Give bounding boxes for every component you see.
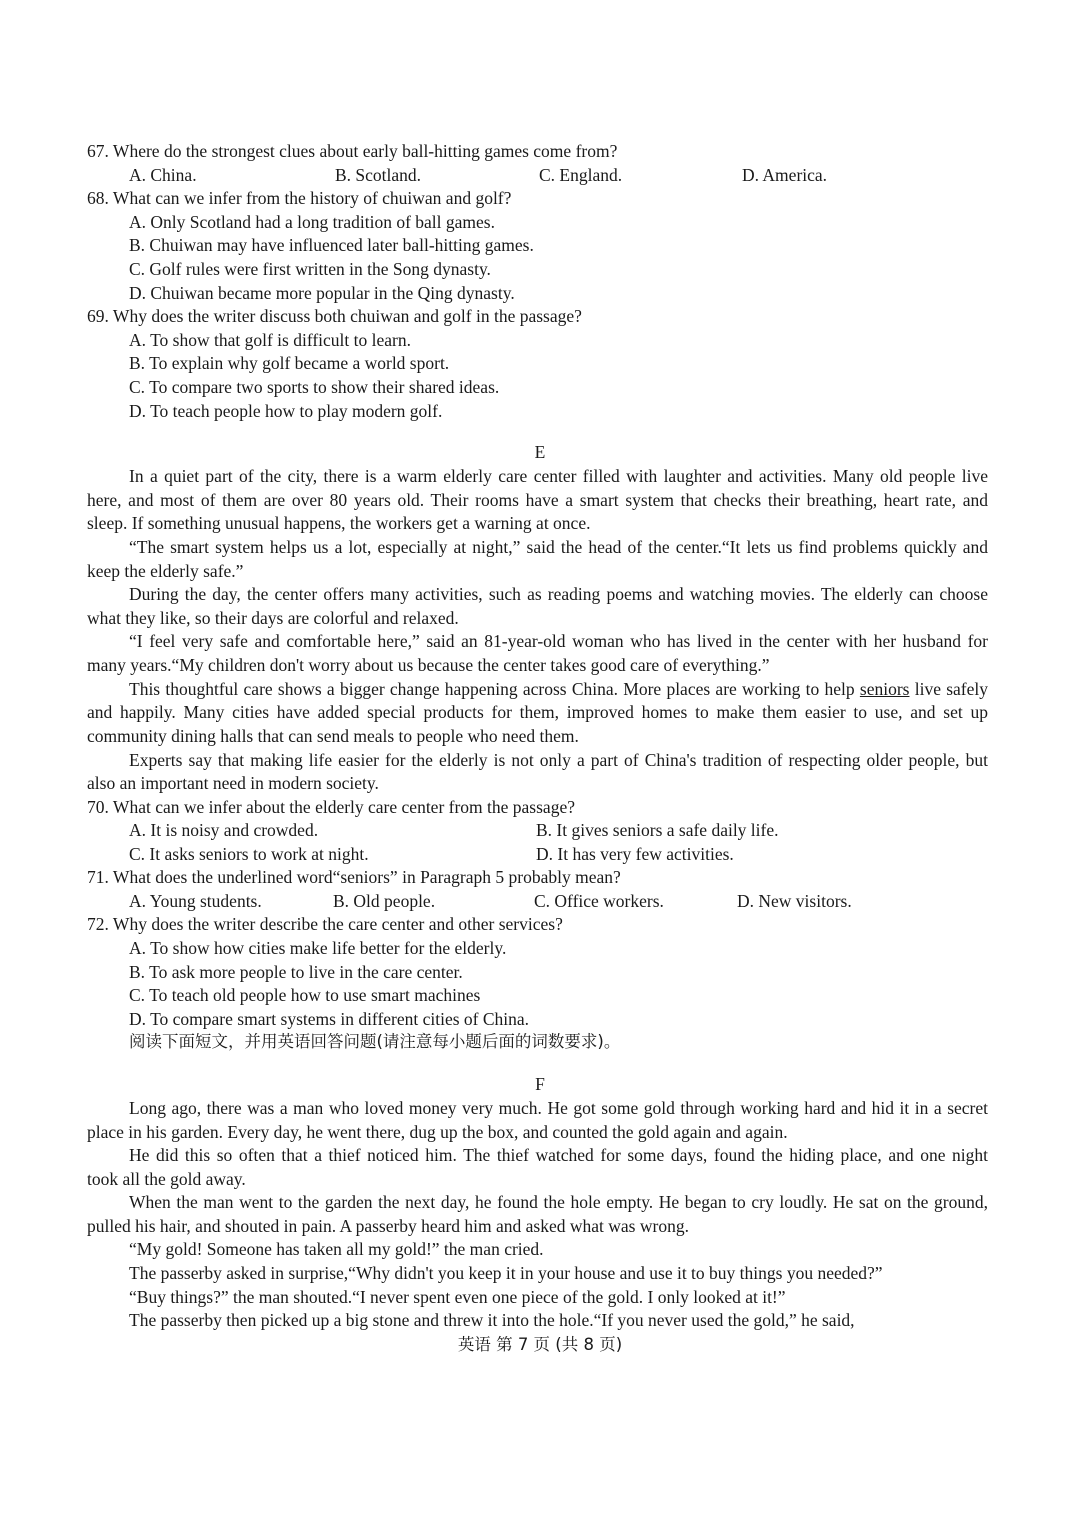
passage-e-line-text: This thoughtful care shows a bigger change happening across China. More places are working to help [129, 679, 855, 699]
question-67-option-c: C. England. [539, 165, 623, 185]
question-67-option-d: D. America. [742, 165, 828, 185]
question-69-option-d: D. To teach people how to play modern golf. [129, 401, 443, 421]
question-70-stem: 70. What can we infer about the elderly care center from the passage? [87, 797, 575, 817]
question-71-option-b: B. Old people. [333, 891, 436, 911]
passage-e-line: “I feel very safe and comfortable here,” said an 81-year-old woman who has lived in the center with her husband for [129, 631, 988, 651]
passage-e-line: “The smart system helps us a lot, especially at night,” said the head of the center.“It lets us find problems quickly and [129, 537, 988, 557]
passage-f-line: pulled his hair, and shouted in pain. A passerby heard him and asked what was wrong. [87, 1216, 689, 1236]
underlined-word-seniors: seniors [859, 679, 910, 699]
passage-e-line: what they like, so their days are colorful and relaxed. [87, 608, 459, 628]
question-68-option-d: D. Chuiwan became more popular in the Qing dynasty. [129, 283, 515, 303]
question-72-option-b: B. To ask more people to live in the care center. [129, 962, 463, 982]
passage-e-line: keep the elderly safe.” [87, 561, 244, 581]
passage-f-line: took all the gold away. [87, 1169, 246, 1189]
question-67-option-a: A. China. [129, 165, 197, 185]
question-69-option-b: B. To explain why golf became a world sport. [129, 353, 450, 373]
passage-f-heading: F [535, 1074, 545, 1094]
question-72-stem: 72. Why does the writer describe the care center and other services? [87, 914, 563, 934]
question-70-option-a: A. It is noisy and crowded. [129, 820, 319, 840]
passage-e-line: sleep. If something unusual happens, the workers get a warning at once. [87, 513, 591, 533]
passage-f-line: “My gold! Someone has taken all my gold!” the man cried. [129, 1239, 544, 1259]
question-68-option-a: A. Only Scotland had a long tradition of ball games. [129, 212, 495, 232]
question-72-option-a: A. To show how cities make life better for the elderly. [129, 938, 507, 958]
passage-e-line: In a quiet part of the city, there is a warm elderly care center filled with laughter and activities. Many old people live [129, 466, 988, 486]
question-69-option-a: A. To show that golf is difficult to learn. [129, 330, 411, 350]
question-69-stem: 69. Why does the writer discuss both chuiwan and golf in the passage? [87, 306, 582, 326]
question-68-option-b: B. Chuiwan may have influenced later ball-hitting games. [129, 235, 534, 255]
passage-e-line: here, and most of them are over 80 years old. Their rooms have a smart system that checks their breathing, heart rate, and [87, 490, 988, 510]
question-70-option-c: C. It asks seniors to work at night. [129, 844, 369, 864]
question-67-stem: 67. Where do the strongest clues about early ball-hitting games come from? [87, 141, 618, 161]
passage-e-line: During the day, the center offers many activities, such as reading poems and watching movies. The elderly can choose [129, 584, 988, 604]
question-71-option-a: A. Young students. [129, 891, 262, 911]
page-footer: 英语 第 7 页 (共 8 页) [457, 1335, 623, 1354]
question-67-option-b: B. Scotland. [335, 165, 422, 185]
question-68-option-c: C. Golf rules were first written in the Song dynasty. [129, 259, 491, 279]
passage-e-line: community dining halls that can send meals to people who need them. [87, 726, 579, 746]
question-72-option-d: D. To compare smart systems in different cities of China. [129, 1009, 530, 1029]
passage-e-line: also an important need in modern society. [87, 773, 379, 793]
passage-f-line: The passerby then picked up a big stone and threw it into the hole.“If you never used the gold,” he said, [129, 1310, 855, 1330]
passage-e-line-with-underline [0, 678, 988, 701]
section-instruction: 阅读下面短文，并用英语回答问题(请注意每小题后面的词数要求)。 [129, 1032, 621, 1051]
passage-f-line: Long ago, there was a man who loved money very much. He got some gold through working hard and hid it in a secret [129, 1098, 988, 1118]
passage-e-line-tail: live safely [914, 679, 989, 699]
passage-f-line: “Buy things?” the man shouted.“I never spent even one piece of the gold. I only looked at it!” [129, 1287, 786, 1307]
question-72-option-c: C. To teach old people how to use smart machines [129, 985, 481, 1005]
passage-f-line: place in his garden. Every day, he went there, dug up the box, and counted the gold again and again. [87, 1122, 788, 1142]
passage-e-line: many years.“My children don't worry about us because the center takes good care of everything.” [87, 655, 770, 675]
passage-e-line: and happily. Many cities have added special products for them, improved homes to make them easier to use, and set up [87, 702, 988, 722]
question-69-option-c: C. To compare two sports to show their shared ideas. [129, 377, 500, 397]
question-71-option-d: D. New visitors. [737, 891, 852, 911]
passage-e-line: Experts say that making life easier for the elderly is not only a part of China's tradition of respecting older people, but [129, 750, 988, 770]
question-70-option-d: D. It has very few activities. [536, 844, 734, 864]
passage-e-heading: E [534, 442, 546, 462]
question-70-option-b: B. It gives seniors a safe daily life. [536, 820, 779, 840]
question-71-stem: 71. What does the underlined word“seniors” in Paragraph 5 probably mean? [87, 867, 621, 887]
passage-f-line: He did this so often that a thief noticed him. The thief watched for some days, found the hiding place, and one night [129, 1145, 988, 1165]
passage-f-line: When the man went to the garden the next day, he found the hole empty. He began to cry loudly. He sat on the ground, [129, 1192, 988, 1212]
question-71-option-c: C. Office workers. [534, 891, 664, 911]
question-68-stem: 68. What can we infer from the history of chuiwan and golf? [87, 188, 512, 208]
passage-f-line: The passerby asked in surprise,“Why didn't you keep it in your house and use it to buy things you needed?” [129, 1263, 883, 1283]
